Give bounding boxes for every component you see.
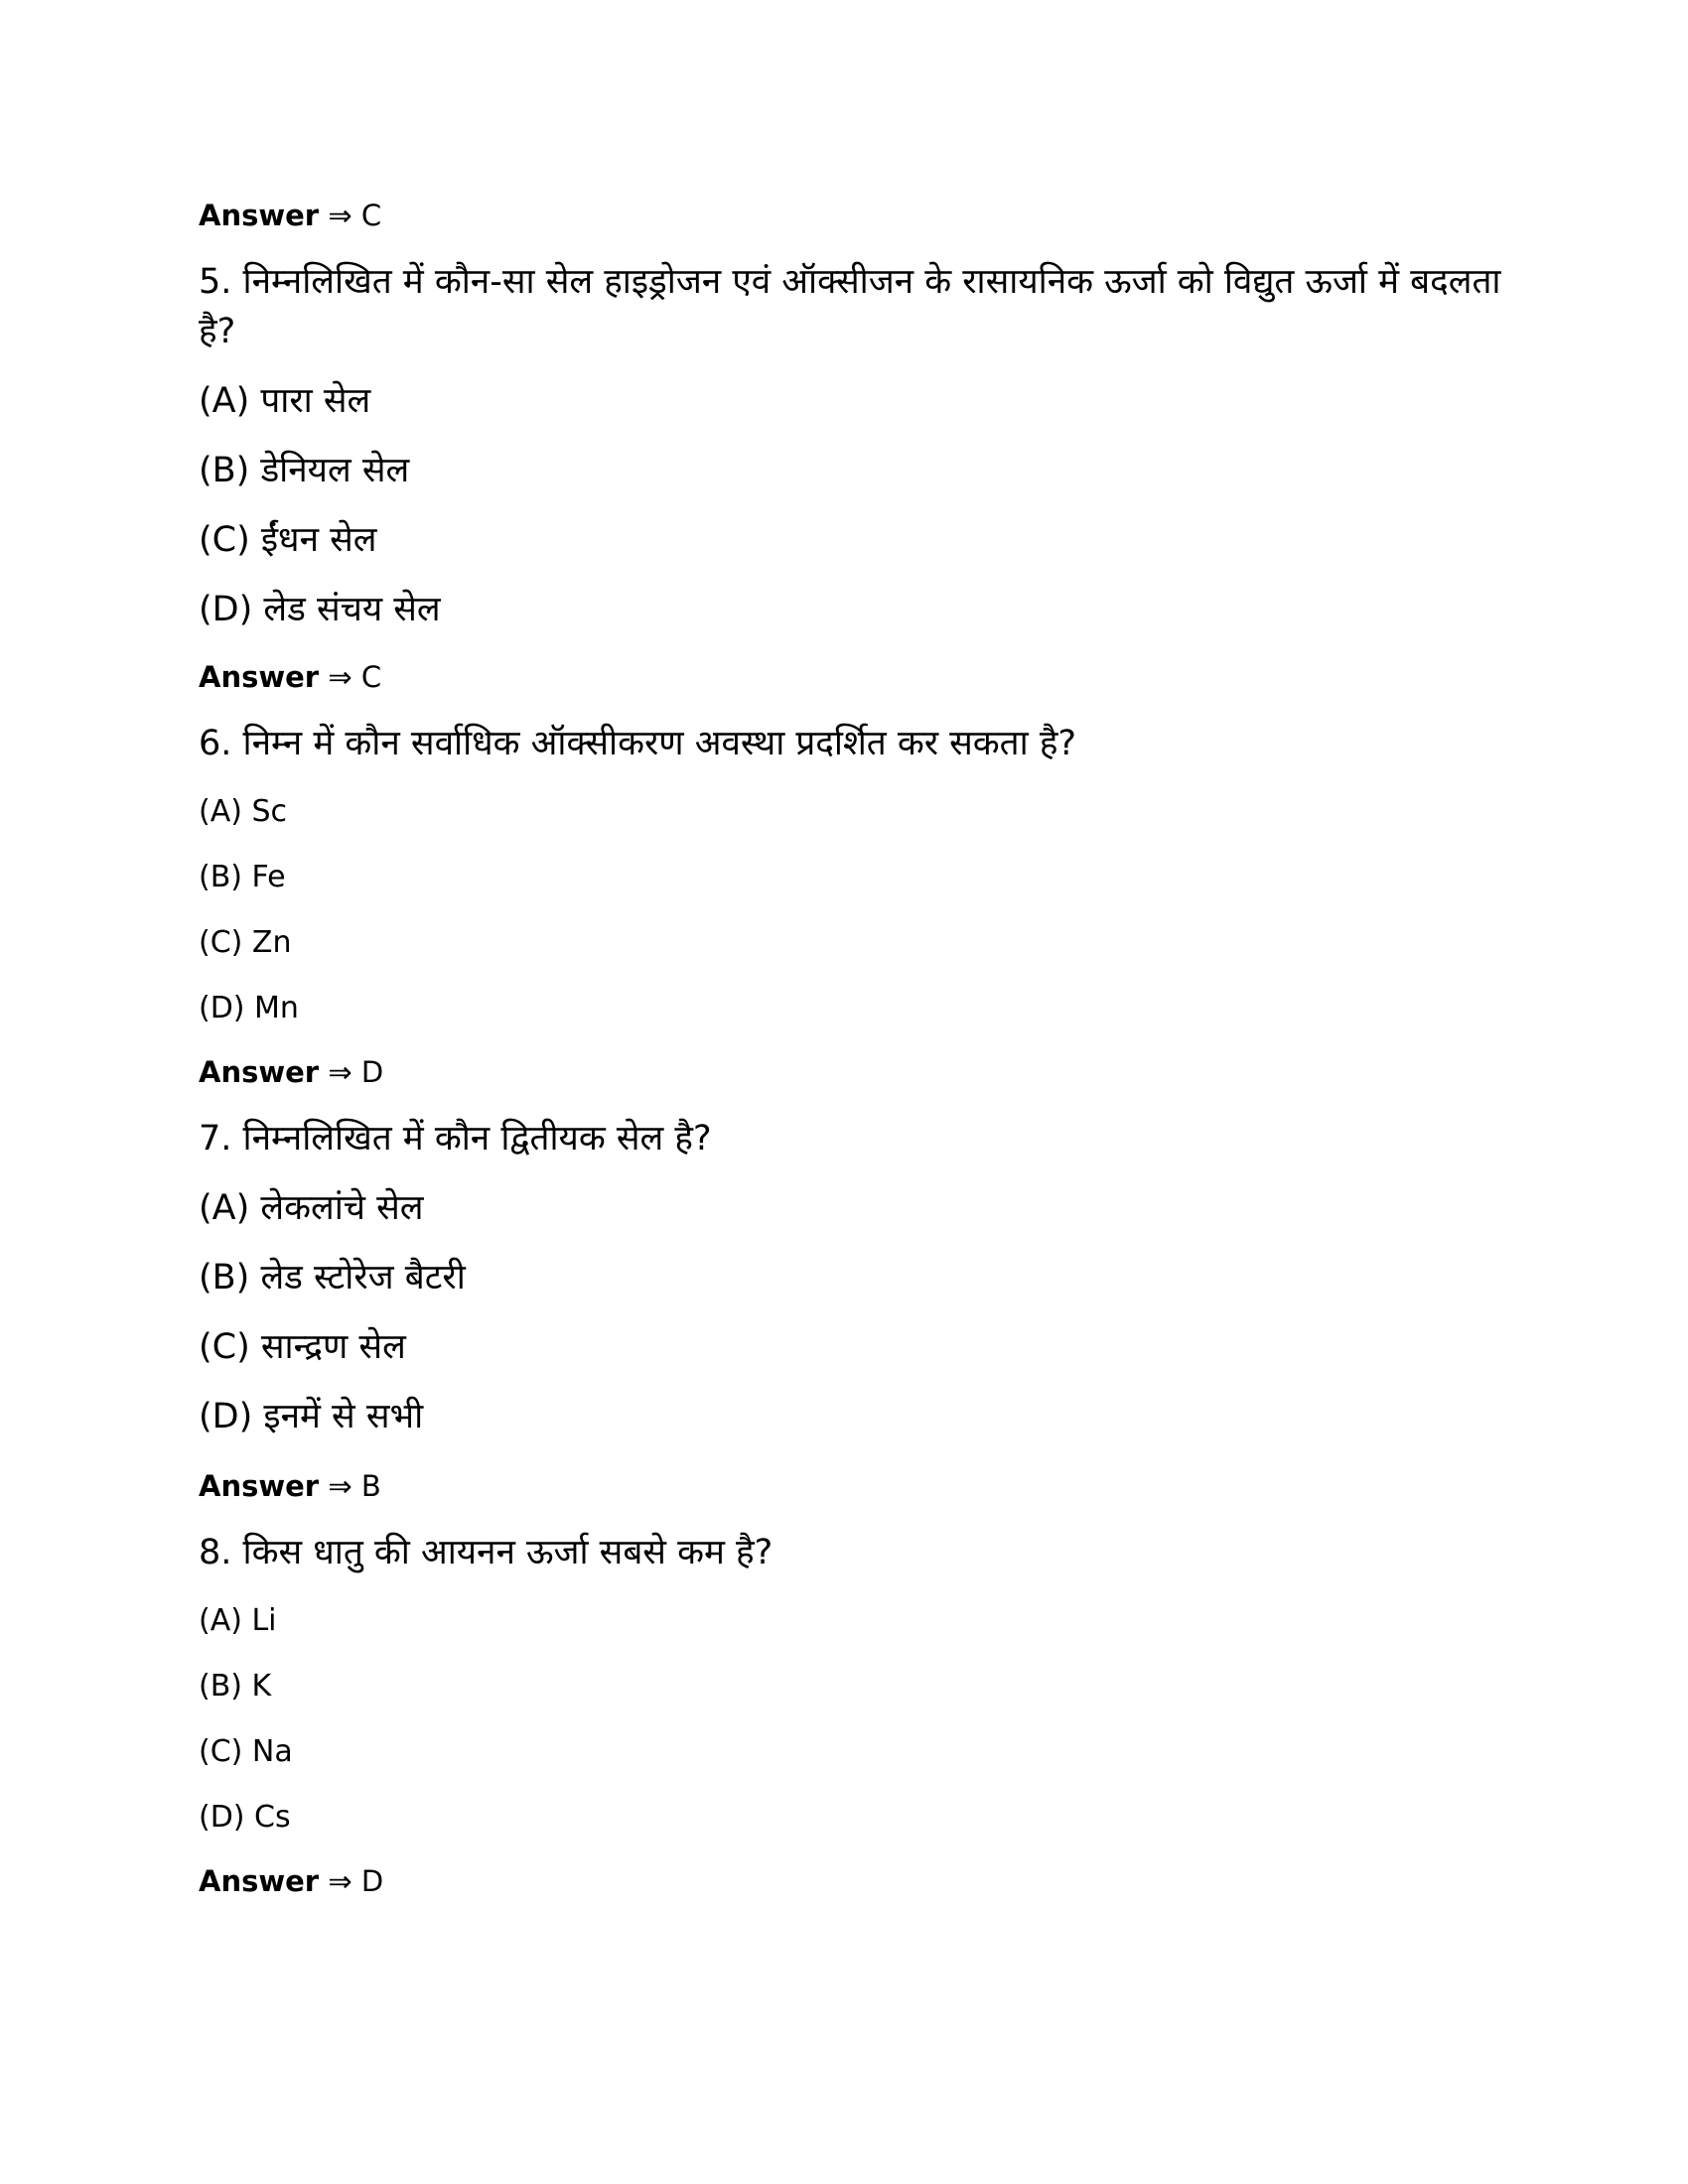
answer-arrow: ⇒: [328, 660, 352, 694]
question-5-option-a: (A) पारा सेल: [199, 381, 371, 421]
answer-value: D: [360, 1864, 384, 1898]
answer-arrow: ⇒: [328, 1055, 352, 1089]
question-8-option-d: (D) Cs: [199, 1800, 291, 1835]
question-6-answer: [199, 1055, 383, 1090]
answer-value: B: [360, 1469, 381, 1503]
answer-value: D: [360, 1055, 384, 1089]
answer-label: Answer: [199, 1469, 320, 1503]
question-8-option-c: (C) Na: [199, 1734, 293, 1769]
answer-value: C: [360, 199, 382, 232]
question-6-text: 6. निम्न में कौन सर्वाधिक ऑक्सीकरण अवस्था प्रदर्शित कर सकता है?: [199, 724, 1076, 763]
question-6-option-a: (A) Sc: [199, 794, 288, 829]
question-5-option-d: (D) लेड संचय सेल: [199, 590, 441, 629]
question-8-answer: [199, 1864, 383, 1899]
answer-arrow: ⇒: [328, 199, 352, 232]
question-7-text: 7. निम्नलिखित में कौन द्वितीयक सेल है?: [199, 1119, 712, 1159]
answer-value: C: [360, 660, 382, 694]
question-6-option-b: (B) Fe: [199, 860, 286, 894]
question-7-option-a: (A) लेकलांचे सेल: [199, 1188, 424, 1228]
answer-arrow: ⇒: [328, 1864, 352, 1898]
answer-label: Answer: [199, 1864, 320, 1898]
answer-label: Answer: [199, 199, 320, 232]
question-7-answer: [199, 1469, 381, 1504]
answer-label: Answer: [199, 660, 320, 694]
question-7-option-d: (D) इनमें से सभी: [199, 1397, 424, 1436]
question-7-option-b: (B) लेड स्टोरेज बैटरी: [199, 1258, 466, 1297]
answer-label: Answer: [199, 1055, 320, 1089]
question-5-answer: [199, 660, 381, 695]
answer-line: [199, 199, 381, 233]
question-5-text-cont: है?: [199, 312, 236, 351]
question-5-text: 5. निम्नलिखित में कौन-सा सेल हाइड्रोजन एवं ऑक्सीजन के रासायनिक ऊर्जा को विद्युत ऊर्जा में बदलता: [199, 262, 1501, 302]
question-6-option-c: (C) Zn: [199, 925, 292, 960]
question-7-option-c: (C) सान्द्रण सेल: [199, 1327, 406, 1367]
question-8-option-a: (A) Li: [199, 1603, 277, 1638]
question-8-text: 8. किस धातु की आयनन ऊर्जा सबसे कम है?: [199, 1533, 774, 1572]
answer-arrow: ⇒: [328, 1469, 352, 1503]
question-5-option-c: (C) ईंधन सेल: [199, 520, 377, 560]
question-5-option-b: (B) डेनियल सेल: [199, 451, 410, 490]
question-8-option-b: (B) K: [199, 1669, 272, 1704]
question-6-option-d: (D) Mn: [199, 991, 299, 1025]
